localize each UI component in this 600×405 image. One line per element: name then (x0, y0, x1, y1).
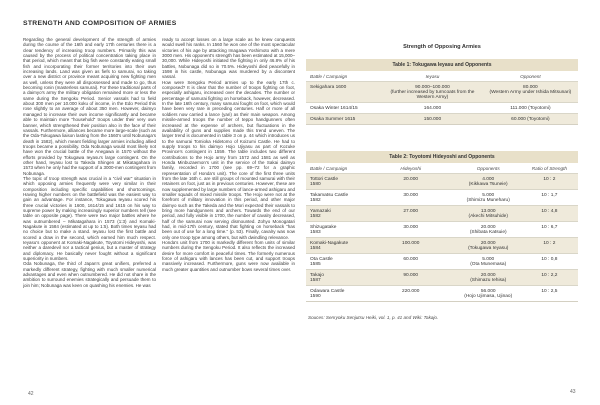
battle-cell (306, 174, 366, 189)
battle-name: Odawara Castle (310, 288, 345, 294)
ratio-cell: 10 : 0,8 (541, 256, 558, 262)
opponent-cell (456, 254, 521, 269)
opponent-strength: 4.000 (482, 176, 495, 182)
ratio-cell: 10 : 2,5 (541, 288, 558, 294)
strength-value: 90.000–100.000 (415, 84, 450, 90)
hideyoshi-strength-cell: 100.000 (402, 240, 420, 246)
opponent-cell (456, 270, 521, 285)
ratio-cell: 10 : 4,8 (541, 208, 558, 214)
page-number-right: 43 (570, 389, 576, 395)
page-title: STRENGTH AND COMPOSITION OF ARMIES (23, 20, 177, 27)
battle-year: 1583 (310, 229, 321, 235)
body-paragraph: ready to accept losses on a large scale as he knew conquests would swell his ranks. In 1560 he won one of the most spectacular victories of his age by attacking Imagawa Yoshimoto with a mere 3000 men. His opponent’s strength has been estimated at 15,000–30,000. While Hideyoshi initiated the fighting in only 46.8% of his battles, Nobunaga did so in 70.5%. Hideyoshi died peacefully in 1598 in his castle, Nobunaga was murdered by a discontent vassal. (162, 37, 295, 80)
opponent-strength: 20.000 (480, 224, 496, 230)
table-row (306, 237, 578, 253)
opponent-strength: 5.000 (482, 256, 495, 262)
table-2-header-row (306, 163, 578, 173)
ratio-cell: 10 : 2,2 (541, 272, 558, 278)
battle-name: Takajo (310, 272, 324, 278)
opponent-strength: 20.000 (480, 240, 496, 246)
opponent-cell (456, 206, 521, 221)
battle-cell (306, 270, 366, 285)
battle-year: 1582 (310, 197, 321, 203)
body-paragraph: Honda’s unit from 1700 is markedly different from units of similar numbers during the Sengoku Period. It also reflects the increased desire for more comfort in peaceful times. The formerly numerous force of ashigaru with lances has been cut, and support troops massively increased. Furthermore, guns were now available in much greater quantities and outnumber bows several times over. (162, 240, 295, 272)
left-page (23, 20, 295, 378)
hideyoshi-strength-cell: 90.000 (403, 272, 419, 278)
ieyasu-strength-cell (382, 103, 483, 113)
opponent-strength: 56.000 (480, 288, 496, 294)
column-header: Opponents (476, 165, 500, 171)
battle-name: Komaki-Nagakute (310, 240, 349, 246)
battle-cell (306, 206, 366, 221)
text-column-1 (23, 37, 156, 378)
column-header: Ratio of Strength (531, 165, 567, 171)
opponent-cell (456, 174, 521, 189)
strength-value: 60.000 (Toyotomi) (511, 116, 550, 122)
table-row (306, 221, 578, 237)
ratio-cell: 10 : 1,7 (541, 192, 558, 198)
table-1-body (306, 81, 578, 124)
column-header: Ieyasu (425, 73, 440, 79)
table-row (306, 113, 578, 124)
opponent-strength-cell (483, 103, 578, 113)
battle-name: Yamazaki (310, 208, 331, 214)
opponent-strength: 20.000 (480, 272, 496, 278)
table-row (306, 253, 578, 269)
opponent-cell (456, 190, 521, 205)
battle-cell: Sekigahara 1600 (310, 84, 347, 90)
opponent-strength-cell (483, 114, 578, 124)
body-paragraph: How were Sengoku Period armies up to the early 17th c. composed? It is clear that the number of troops fighting on foot, especially ashigaru, increased over the decades. The number or percentage of samurai fighting on horseback, however, decreased. In the late 16th century, many samurai fought on foot, which would have been very rare in preceding centuries. Half or more of all soldiers now carried a lance (yari) as their main weapon. Among missile-armed troops the number of teppo handgunners often increased at the expense of archers, but fluctuations in the availability of guns and supplies made this trend uneven. The larger trend is documented in table 3 on p. 44 which introduces us to the samurai Tomioka Hidetomo of Koizumi Castle. He had to supply troops to his daimyo Hojo Ujiyasu as part of Kozuke Province’s contingent in 1559. The table includes two different contributions to the Hojo army from 1572 and 1581 as well as Honda Minbuzaemon’s unit in the service of the Sakai daimyo family, recorded in 1700 (see pp. 69–72 for a graphic representation of Honda’s unit). The core of the first three units from the late 16th c. are still groups of mounted samurai with their retainers on foot, just as in previous centuries. However, these are now supplemented by large numbers of lance-armed ashigaru and smaller squads of mixed missile troops. The Hojo were not at the forefront of military innovation in this period, and other major daimyo such as the Takeda and the Mori expected their vassals to bring more handgunners and archers. Towards the end of our period, and fully visible in 1700, the number of cavalry decreased, half of the samurai now serving dismounted. Zohyo Monogatari had, in mid-17th century, stated that fighting on horseback “has been out of use for a long time.” (p. 53). Finally, cavalry was now only one troop type among others, but with dwindling relevance. (162, 79, 295, 240)
table-row (306, 285, 578, 301)
strength-value: 150.000 (423, 116, 442, 122)
text-column-2 (162, 37, 295, 378)
strength-value: 80.000 (523, 84, 538, 90)
strength-value: 164.000 (423, 105, 442, 111)
opponent-name: (Shibata Katsuie) (469, 229, 507, 235)
opponent-name: (Kikkawa Tsuneie) (468, 181, 508, 187)
battle-name: Tottori Castle (310, 176, 338, 182)
table-1-tokugawa-ieyasu (306, 59, 578, 125)
opponent-name: (Tokugawa Ieyasu) (468, 245, 509, 251)
ratio-cell: 10 : 2 (543, 176, 556, 182)
hideyoshi-strength-cell: 220.000 (402, 288, 420, 294)
strength-note: (Western Army under Ishida Mitsunari) (489, 89, 572, 95)
opponent-name: (Shimizu Muneharu) (466, 197, 510, 203)
hideyoshi-strength-cell: 30.000 (403, 192, 419, 198)
column-header: Opponent (520, 73, 541, 79)
battle-cell (306, 190, 366, 205)
table-1-title: Table 1: Tokugawa Ieyasu and Opponents (306, 59, 578, 71)
hideyoshi-strength-cell: 20.000 (403, 176, 419, 182)
battle-cell (306, 222, 366, 237)
opponent-name: (Shimazu Iehisa) (470, 277, 507, 283)
table-2-body (306, 173, 578, 301)
ieyasu-strength-cell (382, 82, 483, 102)
column-header: Battle / Campaign (310, 165, 348, 171)
table-2-title: Table 2: Toyotomi Hideyoshi and Opponents (306, 151, 578, 163)
opponent-name: (Ota Munemasa) (470, 261, 507, 267)
hideyoshi-strength-cell: 60.000 (403, 256, 419, 262)
ratio-cell: 10 : 6,7 (541, 224, 558, 230)
opponent-cell (456, 238, 521, 253)
opponent-name: (Akechi Mitsuhide) (468, 213, 508, 219)
body-paragraph: The topic of troop strength was crucial in a “civil war” situation in which opposing armies frequently were very similar in their composition including specific capabilities and shortcomings. Having higher numbers on the battlefield was the easiest way to gain an advantage. For instance, Tokugawa Ieyasu scored his three crucial victories in 1600, 1614/15 and 1615 on his way to supreme power by making increasingly superior numbers tell (see table on opposite page). There were two major battles where he was outnumbered – Mikatagahara in 1573 (1:3) and Komaki-Nagakute in 1584 (estimated at up to 1:5). Both times Ieyasu had no choice but to make a stand. Ieyasu lost the first battle and scored a draw in the second, which earned him much respect. Ieyasu’s opponent at Komaki-Nagakute, Toyotomi Hideyoshi, was neither a daredevil nor a tactical genius, but a master of strategy and diplomacy. He basically never fought without a significant superiority in numbers. (23, 175, 156, 262)
body-text-columns (23, 37, 295, 378)
section-heading: Strength of Opposing Armies (403, 44, 481, 50)
table-1-header-row (306, 71, 578, 81)
battle-year: 1580 (310, 181, 321, 187)
battle-name: Shizugatake (310, 224, 337, 230)
table-2-toyotomi-hideyoshi (306, 151, 578, 302)
ratio-cell: 10 : 2 (543, 240, 556, 246)
battle-year: 1590 (310, 293, 321, 299)
opponent-strength: 5.000 (482, 192, 495, 198)
table-row (306, 189, 578, 205)
battle-year: 1585 (310, 261, 321, 267)
battle-cell (306, 286, 366, 301)
right-page (306, 44, 578, 320)
opponent-cell (456, 222, 521, 237)
column-header: Hideyoshi (400, 165, 421, 171)
strength-value: 111.000 (Toyotomi) (510, 105, 551, 111)
battle-cell: Osaka Winter 1614/15 (310, 105, 358, 111)
table-row (306, 269, 578, 285)
table-row (306, 173, 578, 189)
body-paragraph: Oda Nobunaga, the third of Japan’s great unifiers, preferred a markedly different strategy, fighting with much smaller numerical advantages and even when outnumbered. He did not share in the ambition to surround enemies strategically and persuade them to join him; Nobunaga was keen on quashing his enemies. He was (23, 261, 156, 288)
source-note: Souces: Senryoku Senjutsu Heiki, vol. 1, p. 41 and Wiki: Takajo. (308, 315, 439, 320)
battle-cell (306, 238, 366, 253)
page-number-left: 42 (28, 391, 34, 397)
ieyasu-strength-cell (382, 114, 483, 124)
hideyoshi-strength-cell: 27.000 (403, 208, 419, 214)
strength-note: (further increased by turncoats from the Western Army) (390, 89, 475, 100)
battle-name: Ota Castle (310, 256, 333, 262)
battle-cell: Osaka Summer 1615 (310, 116, 356, 122)
opponent-name: (Hojo Ujimasa, Ujinao) (464, 293, 513, 299)
column-header: Battle / Campaign (310, 73, 348, 79)
opponent-strength-cell (483, 82, 578, 102)
battle-year: 1587 (310, 277, 321, 283)
opponent-cell (456, 286, 521, 301)
battle-cell (306, 254, 366, 269)
hideyoshi-strength-cell: 30.000 (403, 224, 419, 230)
table-row (306, 205, 578, 221)
battle-name: Takamatsu Castle (310, 192, 349, 198)
table-row (306, 102, 578, 113)
body-paragraph: Regarding the general development of the strength of armies during the course of the 16th and early 17th centuries there is a clear tendency of increasing troop numbers. Primarily this was caused by the process of political concentration taking place in that period, which meant that big fish were constantly eating small fish and incorporating their former territories into their own increasing lands. Land was given as fiefs to samurai, so taking over a new district or province meant acquiring new fighting men as well, unless they were all dispossessed and made to go, thus becoming ronin (masterless samurai). For these traditional parts of a daimyo’s army the military obligation remained more or less the same during the Sengoku Period. Senior vassals had to field about 300 men per 10.000 koku of income, in the Edo Period this rose slightly to an average of about 350 men. However, daimyo managed to increase their own income significantly and became able to maintain more “household” troops under their very own banner, which strengthened their position also in the face of their vassals. Furthermore, alliances became more large-scale (such as the Oda-Tokugawa liaison lasting from the 1560’s until Nobunaga’s death in 1582), which meant fielding larger armies including allied troops became a possibility. Oda Nobunaga would most likely not have won the crucial battle of the Anegawa in 1570 without the efforts provided by Tokugawa Ieyasu’s large contingent. On the other hand, Ieyasu lost to Takeda Shingen at Mikatagahara in 1573 when he only had the support of a 3000-men contingent from Nobunaga. (23, 37, 156, 176)
battle-year: 1584 (310, 245, 321, 251)
opponent-strength: 13.000 (480, 208, 496, 214)
table-row (306, 81, 578, 102)
battle-year: 1582 (310, 213, 321, 219)
